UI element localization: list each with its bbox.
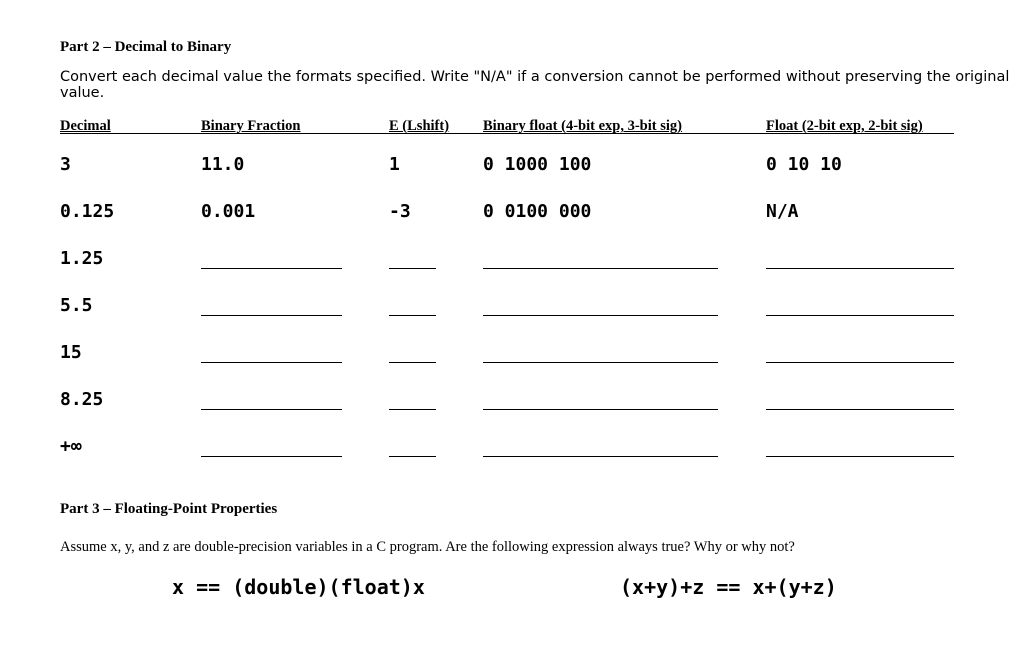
row-6-decimal: 8.25 bbox=[60, 389, 104, 410]
part2-heading: Part 2 – Decimal to Binary bbox=[60, 39, 232, 55]
column-header-binary-float: Binary float (4-bit exp, 3-bit sig) bbox=[483, 118, 682, 134]
row-3-binary-float-blank[interactable] bbox=[483, 268, 718, 269]
row-7-binary-float-blank[interactable] bbox=[483, 456, 718, 457]
row-4-decimal: 5.5 bbox=[60, 295, 93, 316]
row-7-binary-fraction-blank[interactable] bbox=[201, 456, 342, 457]
row-3-decimal: 1.25 bbox=[60, 248, 104, 269]
row-1-float-small: 0 10 10 bbox=[766, 154, 842, 175]
row-5-e-blank[interactable] bbox=[389, 362, 436, 363]
row-7-decimal: +∞ bbox=[60, 436, 82, 457]
expression-1: x == (double)(float)x bbox=[172, 575, 425, 599]
column-header-float-small: Float (2-bit exp, 2-bit sig) bbox=[766, 118, 923, 134]
row-6-binary-float-blank[interactable] bbox=[483, 409, 718, 410]
row-5-decimal: 15 bbox=[60, 342, 82, 363]
part2-instructions: Convert each decimal value the formats specified. Write "N/A" if a conversion cannot be performed without preserving the original value. bbox=[60, 69, 1010, 101]
row-5-binary-fraction-blank[interactable] bbox=[201, 362, 342, 363]
expression-2: (x+y)+z == x+(y+z) bbox=[620, 575, 837, 599]
row-4-e-blank[interactable] bbox=[389, 315, 436, 316]
row-3-binary-fraction-blank[interactable] bbox=[201, 268, 342, 269]
row-2-binary-fraction: 0.001 bbox=[201, 201, 256, 222]
row-3-float-small-blank[interactable] bbox=[766, 268, 954, 269]
row-6-e-blank[interactable] bbox=[389, 409, 436, 410]
row-4-binary-float-blank[interactable] bbox=[483, 315, 718, 316]
row-4-float-small-blank[interactable] bbox=[766, 315, 954, 316]
row-7-e-blank[interactable] bbox=[389, 456, 436, 457]
row-5-binary-float-blank[interactable] bbox=[483, 362, 718, 363]
row-2-decimal: 0.125 bbox=[60, 201, 115, 222]
row-4-binary-fraction-blank[interactable] bbox=[201, 315, 342, 316]
row-5-float-small-blank[interactable] bbox=[766, 362, 954, 363]
row-7-float-small-blank[interactable] bbox=[766, 456, 954, 457]
row-2-e: -3 bbox=[389, 201, 411, 222]
part3-instructions: Assume x, y, and z are double-precision variables in a C program. Are the following expression always true? Why or why not? bbox=[60, 539, 795, 555]
part3-heading: Part 3 – Floating-Point Properties bbox=[60, 501, 278, 517]
row-6-float-small-blank[interactable] bbox=[766, 409, 954, 410]
row-1-decimal: 3 bbox=[60, 154, 71, 175]
row-6-binary-fraction-blank[interactable] bbox=[201, 409, 342, 410]
row-1-binary-fraction: 11.0 bbox=[201, 154, 245, 175]
row-1-e: 1 bbox=[389, 154, 400, 175]
column-header-e-lshift: E (Lshift) bbox=[389, 118, 450, 134]
column-header-binary-fraction: Binary Fraction bbox=[201, 118, 301, 134]
row-3-e-blank[interactable] bbox=[389, 268, 436, 269]
header-divider bbox=[60, 133, 954, 134]
row-2-binary-float: 0 0100 000 bbox=[483, 201, 592, 222]
row-1-binary-float: 0 1000 100 bbox=[483, 154, 592, 175]
column-header-decimal: Decimal bbox=[60, 118, 111, 134]
row-2-float-small: N/A bbox=[766, 201, 799, 222]
